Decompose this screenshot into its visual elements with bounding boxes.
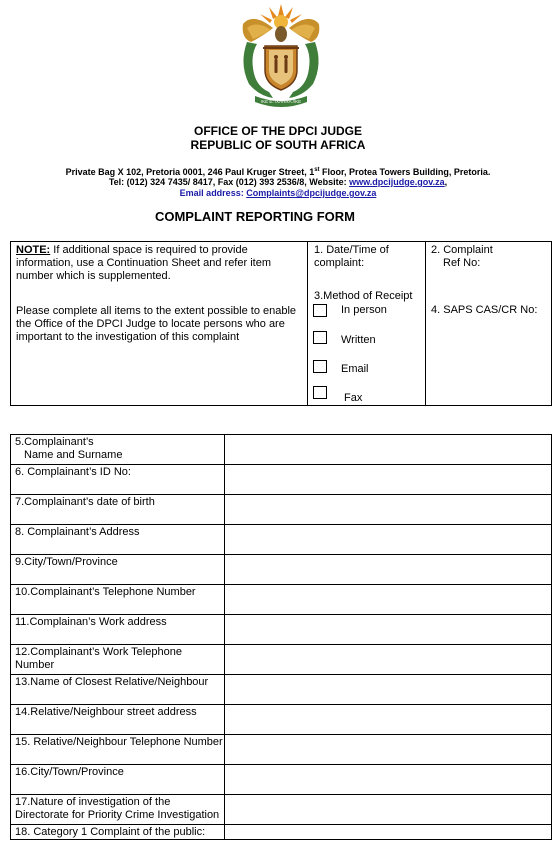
field-label: 17.Nature of investigation of the Directorate for Priority Crime Investigation — [11, 795, 225, 825]
field-value-input[interactable] — [224, 765, 551, 795]
column-divider — [307, 242, 308, 405]
table-row — [11, 675, 552, 705]
field-label: 8. Complainant’s Address — [11, 525, 225, 555]
postal-address: Private Bag X 102, Pretoria 0001, 246 Paul Kruger Street, 1st Floor, Protea Towers Building, Pretoria. — [65, 167, 491, 177]
fax-checkbox[interactable] — [313, 386, 327, 399]
table-row — [11, 525, 552, 555]
field-value-input[interactable] — [224, 735, 551, 765]
in-person-checkbox[interactable] — [313, 304, 327, 317]
email-checkbox[interactable] — [313, 360, 327, 373]
table-row — [11, 465, 552, 495]
email-line: Email address: Complaints@dpcijudge.gov.za — [179, 188, 377, 198]
field-value-input[interactable] — [224, 465, 551, 495]
email-link[interactable]: Complaints@dpcijudge.gov.za — [246, 188, 377, 198]
field-value-input[interactable] — [224, 825, 551, 840]
field-value-input[interactable] — [224, 705, 551, 735]
field-label: 11.Complainan’s Work address — [11, 615, 225, 645]
table-row — [11, 615, 552, 645]
fax-label: Fax — [344, 392, 363, 404]
table-row — [11, 645, 552, 675]
in-person-label: In person — [341, 304, 387, 316]
field-label: 5.Complainant’s Name and Surname — [11, 435, 225, 465]
crest-motto: !KE E: /XARRA //KE — [260, 99, 302, 104]
table-row — [11, 435, 552, 465]
field-value-input[interactable] — [224, 525, 551, 555]
instructions-text: Please complete all items to the extent possible to enable the Office of the DPCI Judge to locate persons who are important to the investigation of this complaint — [16, 305, 297, 343]
written-checkbox[interactable] — [313, 331, 327, 344]
complaint-ref-label: 2. Complaint Ref No: — [431, 244, 493, 269]
table-row — [11, 735, 552, 765]
coat-of-arms-icon — [233, 2, 329, 110]
field-label: 15. Relative/Neighbour Telephone Number — [11, 735, 225, 765]
column-divider — [425, 242, 426, 405]
note-text: NOTE: If additional space is required to provide information, use a Continuation Sheet and refer item number which is supplemented. — [16, 244, 271, 282]
table-row — [11, 765, 552, 795]
table-row — [11, 825, 552, 840]
field-label: 9.City/Town/Province — [11, 555, 225, 585]
table-row — [11, 705, 552, 735]
field-value-input[interactable] — [224, 675, 551, 705]
notice-box — [10, 241, 552, 406]
table-row — [11, 585, 552, 615]
contact-line: Tel: (012) 324 7435/ 8417, Fax (012) 393 2536/8, Website: www.dpcijudge.gov.za, — [108, 177, 448, 187]
field-value-input[interactable] — [224, 615, 551, 645]
office-title: OFFICE OF THE DPCI JUDGE — [193, 124, 362, 138]
field-label: 18. Category 1 Complaint of the public: — [11, 825, 225, 840]
field-value-input[interactable] — [224, 795, 551, 825]
table-row — [11, 795, 552, 825]
table-row — [11, 495, 552, 525]
field-value-input[interactable] — [224, 585, 551, 615]
field-label: 13.Name of Closest Relative/Neighbour — [11, 675, 225, 705]
field-value-input[interactable] — [224, 495, 551, 525]
field-label: 12.Complainant’s Work Telephone Number — [11, 645, 225, 675]
field-label: 14.Relative/Neighbour street address — [11, 705, 225, 735]
complainant-details-table — [10, 434, 552, 840]
office-country: REPUBLIC OF SOUTH AFRICA — [190, 138, 366, 152]
form-title: COMPLAINT REPORTING FORM — [154, 209, 356, 224]
email-label: Email — [341, 363, 369, 375]
saps-cas-label: 4. SAPS CAS/CR No: — [431, 304, 538, 316]
website-link[interactable]: www.dpcijudge.gov.za — [349, 177, 445, 187]
method-of-receipt-label: 3.Method of Receipt — [314, 290, 413, 302]
field-label: 6. Complainant’s ID No: — [11, 465, 225, 495]
written-label: Written — [341, 334, 376, 346]
table-row — [11, 555, 552, 585]
field-label: 7.Complainant’s date of birth — [11, 495, 225, 525]
date-time-label: 1. Date/Time of complaint: — [314, 244, 389, 269]
field-value-input[interactable] — [224, 555, 551, 585]
field-label: 10.Complainant’s Telephone Number — [11, 585, 225, 615]
field-label: 16.City/Town/Province — [11, 765, 225, 795]
field-value-input[interactable] — [224, 435, 551, 465]
field-value-input[interactable] — [224, 645, 551, 675]
